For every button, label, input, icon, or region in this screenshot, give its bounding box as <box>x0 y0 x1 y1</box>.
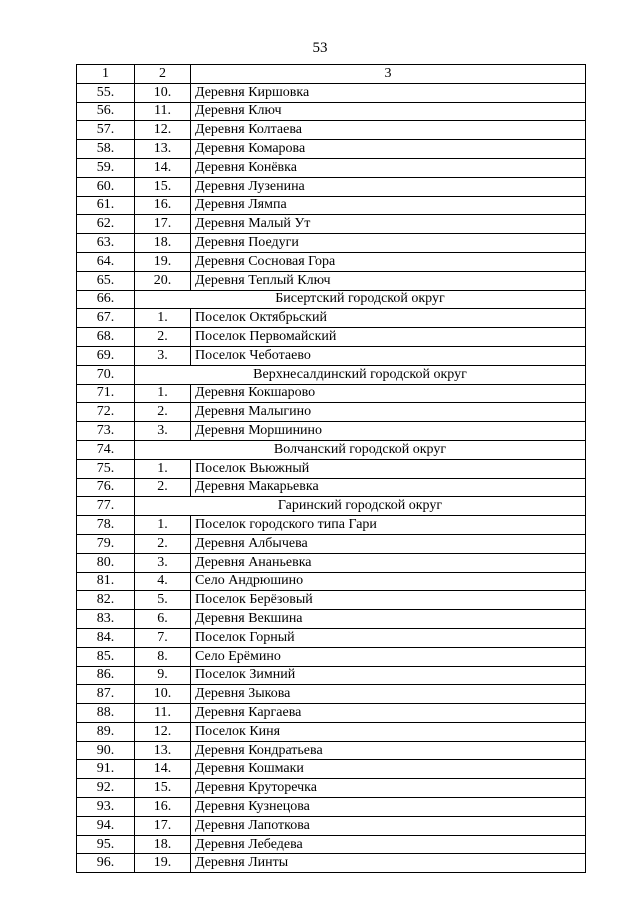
column-header-2: 2 <box>135 65 191 84</box>
sub-number: 16. <box>135 196 191 215</box>
sub-number: 17. <box>135 816 191 835</box>
table-row <box>77 328 586 347</box>
row-number: 86. <box>77 666 135 685</box>
table-row <box>77 816 586 835</box>
row-number: 76. <box>77 478 135 497</box>
table-row <box>77 252 586 271</box>
table-row <box>77 478 586 497</box>
row-number: 66. <box>77 290 135 309</box>
sub-number: 8. <box>135 647 191 666</box>
settlement-name: Деревня Лебедева <box>191 835 586 854</box>
sub-number: 19. <box>135 854 191 873</box>
table-row <box>77 158 586 177</box>
settlement-name: Деревня Киршовка <box>191 83 586 102</box>
section-title: Волчанский городской округ <box>135 440 586 459</box>
row-number: 74. <box>77 440 135 459</box>
row-number: 71. <box>77 384 135 403</box>
table-row <box>77 459 586 478</box>
sub-number: 16. <box>135 798 191 817</box>
row-number: 70. <box>77 365 135 384</box>
table-row <box>77 553 586 572</box>
sub-number: 15. <box>135 779 191 798</box>
settlement-name: Поселок Чеботаево <box>191 346 586 365</box>
table-row <box>77 102 586 121</box>
sub-number: 1. <box>135 516 191 535</box>
sub-number: 12. <box>135 722 191 741</box>
sub-number: 14. <box>135 158 191 177</box>
table-row <box>77 534 586 553</box>
row-number: 92. <box>77 779 135 798</box>
table-row <box>77 83 586 102</box>
table-row <box>77 271 586 290</box>
settlement-name: Село Андрюшино <box>191 572 586 591</box>
table-row <box>77 835 586 854</box>
sub-number: 9. <box>135 666 191 685</box>
sub-number: 3. <box>135 553 191 572</box>
sub-number: 6. <box>135 610 191 629</box>
row-number: 57. <box>77 121 135 140</box>
sub-number: 3. <box>135 422 191 441</box>
table-row <box>77 422 586 441</box>
row-number: 61. <box>77 196 135 215</box>
row-number: 95. <box>77 835 135 854</box>
row-number: 72. <box>77 403 135 422</box>
row-number: 60. <box>77 177 135 196</box>
table-row <box>77 779 586 798</box>
section-title: Верхнесалдинский городской округ <box>135 365 586 384</box>
table-row <box>77 647 586 666</box>
settlement-name: Село Ерёмино <box>191 647 586 666</box>
settlement-name: Поселок Киня <box>191 722 586 741</box>
settlement-name: Деревня Кузнецова <box>191 798 586 817</box>
row-number: 55. <box>77 83 135 102</box>
sub-number: 1. <box>135 459 191 478</box>
row-number: 90. <box>77 741 135 760</box>
table-row <box>77 346 586 365</box>
table-row <box>77 685 586 704</box>
settlement-name: Деревня Ананьевка <box>191 553 586 572</box>
settlement-name: Деревня Сосновая Гора <box>191 252 586 271</box>
row-number: 89. <box>77 722 135 741</box>
row-number: 79. <box>77 534 135 553</box>
row-number: 68. <box>77 328 135 347</box>
section-row <box>77 440 586 459</box>
page-number: 53 <box>312 40 328 56</box>
sub-number: 18. <box>135 234 191 253</box>
sub-number: 12. <box>135 121 191 140</box>
table-header <box>77 65 586 84</box>
settlement-name: Деревня Кондратьева <box>191 741 586 760</box>
table-row <box>77 666 586 685</box>
row-number: 96. <box>77 854 135 873</box>
row-number: 85. <box>77 647 135 666</box>
sub-number: 11. <box>135 704 191 723</box>
settlement-name: Поселок Горный <box>191 628 586 647</box>
settlement-name: Деревня Поедуги <box>191 234 586 253</box>
table-row <box>77 177 586 196</box>
table-row <box>77 741 586 760</box>
sub-number: 14. <box>135 760 191 779</box>
table-row <box>77 215 586 234</box>
row-number: 94. <box>77 816 135 835</box>
row-number: 91. <box>77 760 135 779</box>
table-row <box>77 196 586 215</box>
settlements-table <box>76 64 586 873</box>
table-row <box>77 309 586 328</box>
table-row <box>77 854 586 873</box>
sub-number: 11. <box>135 102 191 121</box>
row-number: 73. <box>77 422 135 441</box>
settlement-name: Деревня Колтаева <box>191 121 586 140</box>
sub-number: 13. <box>135 140 191 159</box>
settlement-name: Поселок Зимний <box>191 666 586 685</box>
sub-number: 2. <box>135 534 191 553</box>
sub-number: 15. <box>135 177 191 196</box>
section-title: Бисертский городской округ <box>135 290 586 309</box>
sub-number: 20. <box>135 271 191 290</box>
settlement-name: Поселок Берёзовый <box>191 591 586 610</box>
header-row <box>77 65 586 84</box>
settlement-name: Деревня Конёвка <box>191 158 586 177</box>
sub-number: 2. <box>135 478 191 497</box>
row-number: 80. <box>77 553 135 572</box>
table-row <box>77 798 586 817</box>
table-row <box>77 234 586 253</box>
settlement-name: Деревня Малыгино <box>191 403 586 422</box>
settlement-name: Поселок Октябрьский <box>191 309 586 328</box>
settlement-name: Деревня Лузенина <box>191 177 586 196</box>
row-number: 69. <box>77 346 135 365</box>
sub-number: 2. <box>135 403 191 422</box>
sub-number: 19. <box>135 252 191 271</box>
row-number: 56. <box>77 102 135 121</box>
sub-number: 4. <box>135 572 191 591</box>
settlement-name: Деревня Кошмаки <box>191 760 586 779</box>
row-number: 62. <box>77 215 135 234</box>
settlement-name: Поселок Первомайский <box>191 328 586 347</box>
sub-number: 10. <box>135 685 191 704</box>
settlement-name: Деревня Моршинино <box>191 422 586 441</box>
row-number: 83. <box>77 610 135 629</box>
settlement-name: Поселок Вьюжный <box>191 459 586 478</box>
row-number: 78. <box>77 516 135 535</box>
table-row <box>77 140 586 159</box>
table-row <box>77 704 586 723</box>
row-number: 58. <box>77 140 135 159</box>
sub-number: 18. <box>135 835 191 854</box>
section-row <box>77 290 586 309</box>
column-header-1: 1 <box>77 65 135 84</box>
sub-number: 5. <box>135 591 191 610</box>
settlement-name: Деревня Малый Ут <box>191 215 586 234</box>
sub-number: 13. <box>135 741 191 760</box>
section-row <box>77 365 586 384</box>
row-number: 59. <box>77 158 135 177</box>
row-number: 88. <box>77 704 135 723</box>
settlement-name: Деревня Комарова <box>191 140 586 159</box>
settlement-name: Деревня Кокшарово <box>191 384 586 403</box>
settlement-name: Деревня Лямпа <box>191 196 586 215</box>
sub-number: 17. <box>135 215 191 234</box>
table-body <box>77 83 586 872</box>
row-number: 65. <box>77 271 135 290</box>
settlement-name: Деревня Ключ <box>191 102 586 121</box>
sub-number: 1. <box>135 384 191 403</box>
settlement-name: Деревня Албычева <box>191 534 586 553</box>
row-number: 87. <box>77 685 135 704</box>
row-number: 77. <box>77 497 135 516</box>
column-header-3: 3 <box>191 65 586 84</box>
sub-number: 1. <box>135 309 191 328</box>
table-row <box>77 403 586 422</box>
settlement-name: Деревня Векшина <box>191 610 586 629</box>
settlement-name: Деревня Зыкова <box>191 685 586 704</box>
section-row <box>77 497 586 516</box>
settlement-name: Деревня Каргаева <box>191 704 586 723</box>
table-row <box>77 121 586 140</box>
settlement-name: Поселок городского типа Гари <box>191 516 586 535</box>
table-row <box>77 610 586 629</box>
row-number: 63. <box>77 234 135 253</box>
section-title: Гаринский городской округ <box>135 497 586 516</box>
table-row <box>77 760 586 779</box>
row-number: 67. <box>77 309 135 328</box>
sub-number: 10. <box>135 83 191 102</box>
table-row <box>77 384 586 403</box>
settlement-name: Деревня Теплый Ключ <box>191 271 586 290</box>
settlement-name: Деревня Круторечка <box>191 779 586 798</box>
settlement-name: Деревня Лапоткова <box>191 816 586 835</box>
sub-number: 7. <box>135 628 191 647</box>
row-number: 81. <box>77 572 135 591</box>
table-row <box>77 722 586 741</box>
sub-number: 3. <box>135 346 191 365</box>
table-row <box>77 516 586 535</box>
row-number: 82. <box>77 591 135 610</box>
table-row <box>77 591 586 610</box>
table-row <box>77 572 586 591</box>
table-row <box>77 628 586 647</box>
settlement-name: Деревня Макарьевка <box>191 478 586 497</box>
row-number: 84. <box>77 628 135 647</box>
row-number: 64. <box>77 252 135 271</box>
sub-number: 2. <box>135 328 191 347</box>
row-number: 75. <box>77 459 135 478</box>
settlement-name: Деревня Линты <box>191 854 586 873</box>
row-number: 93. <box>77 798 135 817</box>
